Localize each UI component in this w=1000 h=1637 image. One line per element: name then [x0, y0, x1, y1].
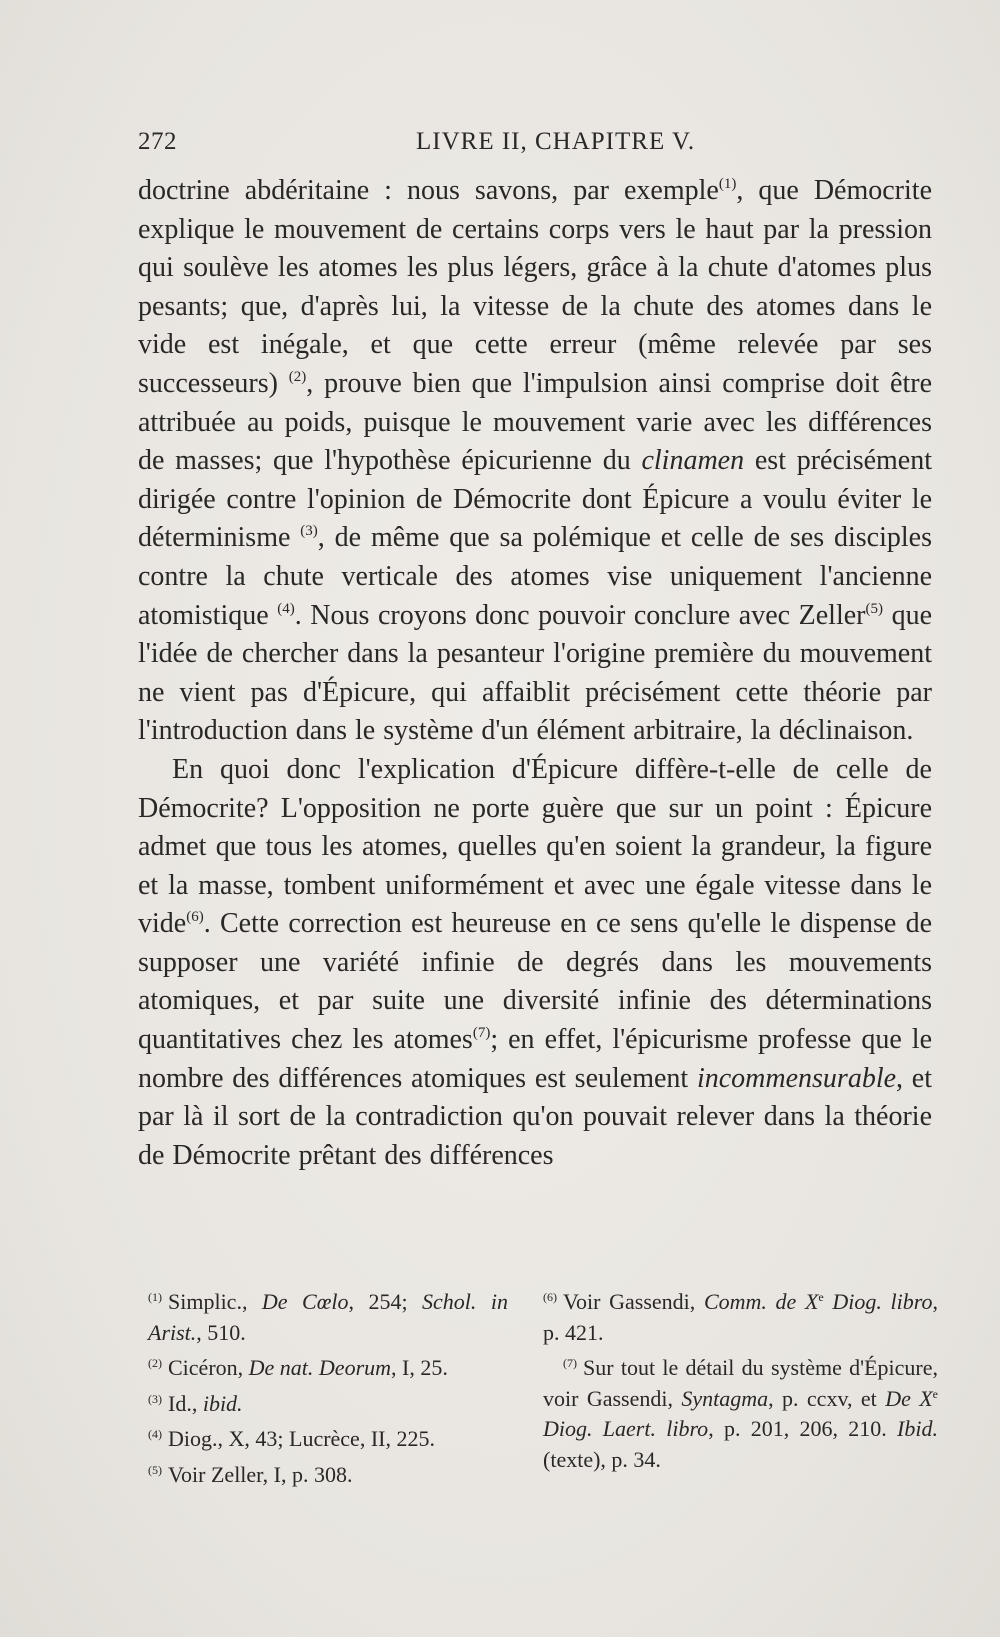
- note-title: Comm. de X: [703, 1289, 819, 1314]
- note-text: Diog., X, 43; Lucrèce, II, 225.: [168, 1426, 435, 1451]
- note-title: De nat. Deorum: [248, 1355, 392, 1380]
- note-text: Voir Zeller, I, p. 308.: [168, 1461, 353, 1487]
- footnote-number: (4): [148, 1427, 162, 1441]
- note-title: Schol. in Arist.: [148, 1289, 508, 1345]
- note-text: , p. 421.: [543, 1289, 938, 1345]
- paragraph-1: [138, 172, 932, 751]
- text-span: En quoi donc l'explication d'Épicure diffère-t-elle de celle de Démocrite? L'opposition ne porte guère que sur un point : Épicure admet que tous les atomes, quelles qu'en soient la grandeur, la figure et la masse, tombent uniformément et avec une égale vitesse dans le vide: [138, 753, 932, 940]
- note-title: Ibid.: [897, 1416, 938, 1441]
- note-superscript: e: [818, 1290, 824, 1304]
- running-head: LIVRE II, CHAPITRE V.: [416, 128, 696, 155]
- note-text: Voir Gassendi,: [563, 1289, 704, 1314]
- footnote-number: (3): [148, 1391, 162, 1406]
- footnote-number: (2): [148, 1356, 162, 1370]
- footnote-ref-6: (6): [186, 909, 204, 926]
- footnote-1: [148, 1282, 508, 1348]
- note-title: Diog. libro: [823, 1289, 933, 1314]
- footnote-6: [543, 1282, 938, 1348]
- italic-term-incommensurable: incommensurable: [696, 1062, 897, 1094]
- note-text: , p. ccxv, et: [768, 1385, 886, 1411]
- footnote-ref-7: (7): [472, 1025, 491, 1042]
- note-text: , 254;: [348, 1289, 423, 1314]
- body-text: [138, 172, 932, 1175]
- footnote-ref-4: (4): [277, 600, 295, 617]
- page-header: [138, 128, 938, 168]
- footnotes-right-column: [543, 1282, 938, 1490]
- note-title: De Cœlo: [261, 1289, 349, 1314]
- footnote-number: (1): [148, 1290, 162, 1304]
- note-text: , 510.: [196, 1319, 246, 1345]
- footnote-ref-2: (2): [288, 368, 307, 385]
- note-text: , I, 25.: [391, 1355, 448, 1380]
- note-text: Simplic.,: [168, 1289, 262, 1314]
- footnote-5: [148, 1455, 508, 1491]
- footnote-ref-3: (3): [300, 523, 318, 540]
- note-text: (texte), p. 34.: [543, 1446, 661, 1472]
- note-text: Sur tout le détail du système d'Épicure, voir Gassendi,: [543, 1355, 938, 1411]
- text-span: que l'idée de chercher dans la pesanteur l'origine première du mouvement ne vient pas d'Épicure, qui affaiblit précisément cette théorie par l'introduction dans le système d'un élément arbitraire, la déclinaison.: [138, 599, 932, 747]
- note-text: , p. 201, 206, 210.: [708, 1416, 898, 1441]
- footnote-ref-5: (5): [865, 600, 883, 617]
- note-text: Id.,: [168, 1390, 203, 1416]
- footnote-7: [543, 1348, 938, 1475]
- text-span: ; en effet, l'épicurisme professe que le nombre des différences atomiques est seulement: [138, 1024, 932, 1094]
- footnote-2: [148, 1348, 508, 1384]
- text-span: , et par là il sort de la contradiction qu'on pouvait relever dans la théorie de Démocrite prêtant des différences: [138, 1062, 932, 1171]
- note-superscript: e: [932, 1386, 938, 1401]
- page-number: 272: [138, 128, 177, 155]
- note-title: Syntagma: [681, 1385, 769, 1411]
- footnotes-left-column: [148, 1282, 508, 1490]
- text-span: . Nous croyons donc pouvoir conclure avec Zeller: [294, 599, 866, 631]
- footnote-ref-1: (1): [718, 176, 737, 192]
- italic-term-clinamen: clinamen: [641, 445, 745, 477]
- text-span: , prouve bien que l'impulsion ainsi comprise doit être attribuée au poids, puisque le mouvement varie avec les différences de masses; que l'hypothèse épicurienne du: [138, 367, 932, 477]
- paragraph-2: [138, 751, 932, 1176]
- text-span: , de même que sa polémique et celle de ses disciples contre la chute verticale des atomes vise uniquement l'ancienne atomistique: [138, 522, 932, 631]
- text-span: . Cette correction est heureuse en ce sens qu'elle le dispense de supposer une variété infinie de degrés dans les mouvements atomiques, et par suite une diversité infinie des déterminations quantitatives chez les atomes: [138, 908, 932, 1056]
- note-text: Cicéron,: [168, 1355, 249, 1380]
- note-title: De X: [885, 1385, 933, 1411]
- footnote-3: [148, 1384, 508, 1420]
- text-span: doctrine abdéritaine : nous savons, par exemple: [138, 175, 719, 206]
- footnote-number: (7): [563, 1356, 577, 1370]
- footnote-number: (6): [543, 1290, 557, 1304]
- note-title: ibid.: [202, 1390, 243, 1416]
- text-span: est précisément dirigée contre l'opinion de Démocrite dont Épicure a voulu éviter le déterminisme: [138, 445, 932, 554]
- note-title: Diog. Laert. libro: [543, 1416, 709, 1441]
- footnote-number: (5): [148, 1462, 162, 1477]
- footnote-4: [148, 1419, 508, 1455]
- text-span: , que Démocrite explique le mouvement de certains corps vers le haut par la pression qui soulève les atomes les plus légers, grâce à la chute d'atomes plus pesants; que, d'après lui, la vitesse de la chute des atomes dans le vide est inégale, et que cette erreur (même relevée par ses successeurs): [138, 175, 932, 399]
- footnotes: [148, 1282, 938, 1490]
